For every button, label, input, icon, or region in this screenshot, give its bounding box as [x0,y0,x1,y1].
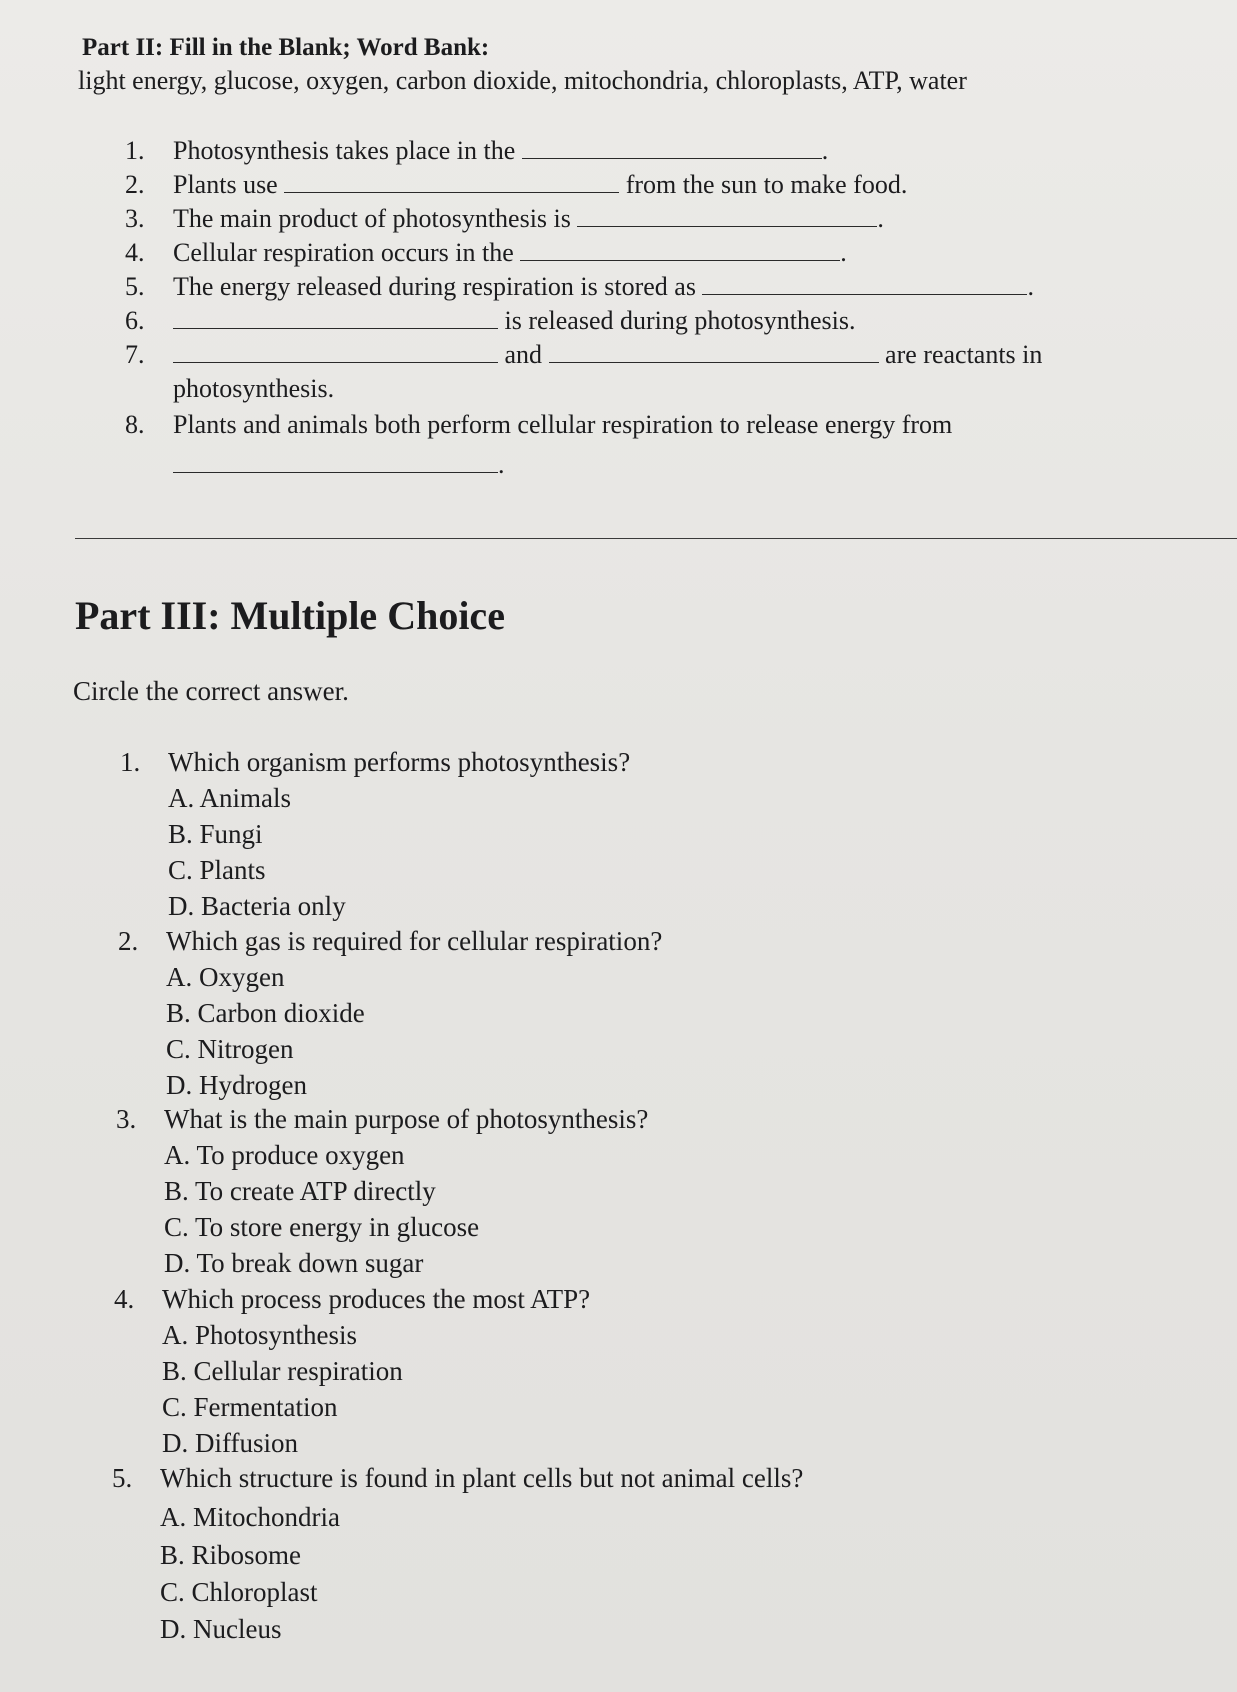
q4-option-a[interactable]: A. Photosynthesis [162,1320,358,1350]
question-1 [120,747,630,778]
fib-text: are reactants in [885,340,1043,369]
q3-option-d[interactable]: D. To break down sugar [164,1248,424,1278]
question-number: 3. [116,1104,137,1134]
part3-title: Part III: Multiple Choice [75,593,505,638]
fib-item-4 [125,238,847,268]
section-divider [75,538,1237,539]
fib-number: 5. [125,272,145,301]
fib-blank[interactable] [549,340,879,363]
fib-blank[interactable] [702,272,1027,295]
q3-option-b[interactable]: B. To create ATP directly [164,1176,436,1206]
fib-item-2 [125,170,907,200]
question-4 [114,1284,590,1315]
q4-option-d[interactable]: D. Diffusion [162,1428,299,1458]
question-number: 4. [114,1284,135,1314]
fib-text: Plants and animals both perform cellular respiration to release energy from [173,410,953,439]
question-3 [116,1104,648,1135]
fib-number: 1. [125,136,145,165]
q2-option-d[interactable]: D. Hydrogen [166,1070,307,1100]
fib-number: 7. [125,340,145,369]
question-5 [112,1463,803,1494]
q1-option-b[interactable]: B. Fungi [168,819,263,849]
q2-option-a[interactable]: A. Oxygen [166,962,285,992]
fib-number: 4. [125,238,145,267]
instruction-text: Circle the correct answer. [73,676,349,706]
fib-item-8-continuation [173,450,505,480]
question-2 [118,926,662,957]
fib-text: is released during photosynthesis. [504,306,856,335]
question-text: Which structure is found in plant cells but not animal cells? [160,1463,804,1493]
q4-option-b[interactable]: B. Cellular respiration [162,1356,403,1386]
fib-number: 3. [125,204,145,233]
q2-option-c[interactable]: C. Nitrogen [166,1034,294,1064]
q2-option-b[interactable]: B. Carbon dioxide [166,998,365,1028]
q1-option-d[interactable]: D. Bacteria only [168,891,346,921]
fib-text: . [821,136,829,165]
part2-title: Part II: Fill in the Blank; Word Bank: [82,34,490,61]
question-number: 5. [112,1463,133,1493]
fib-text: from the sun to make food. [625,170,908,199]
fib-text: and [504,340,543,369]
fib-text: The main product of photosynthesis is [173,204,571,233]
fib-item-7 [125,340,1042,370]
q1-option-c[interactable]: C. Plants [168,855,266,885]
q3-option-a[interactable]: A. To produce oxygen [164,1140,405,1170]
fib-text: . [840,238,847,267]
fib-item-3 [125,204,884,234]
fib-blank[interactable] [522,136,822,159]
fib-number: 2. [125,170,145,199]
question-text: Which gas is required for cellular respiration? [166,926,663,956]
fib-blank[interactable] [173,306,498,329]
q5-option-c[interactable]: C. Chloroplast [160,1577,318,1607]
fib-text: . [498,450,505,479]
fib-item-5 [125,272,1034,302]
fib-blank[interactable] [577,204,877,227]
fib-item-7-continuation: photosynthesis. [173,374,335,403]
fib-text: The energy released during respiration is stored as [173,272,696,301]
q4-option-c[interactable]: C. Fermentation [162,1392,338,1422]
fib-number: 6. [125,306,145,335]
fib-item-1 [125,136,828,166]
q1-option-a[interactable]: A. Animals [168,783,292,813]
question-number: 2. [118,926,139,956]
q5-option-a[interactable]: A. Mitochondria [160,1502,340,1532]
fib-text: Plants use [173,170,278,199]
word-bank: light energy, glucose, oxygen, carbon dioxide, mitochondria, chloroplasts, ATP, water [78,66,967,95]
fib-item-8 [125,410,952,440]
fib-item-6 [125,306,855,336]
fib-blank[interactable] [520,238,840,261]
fib-number: 8. [125,410,145,439]
q5-option-d[interactable]: D. Nucleus [160,1614,282,1644]
q3-option-c[interactable]: C. To store energy in glucose [164,1212,480,1242]
fib-text: Cellular respiration occurs in the [173,238,514,267]
question-text: What is the main purpose of photosynthesis? [164,1104,649,1134]
fib-blank[interactable] [284,170,619,193]
fib-blank[interactable] [173,340,498,363]
fib-text: Photosynthesis takes place in the [173,136,516,165]
question-text: Which organism performs photosynthesis? [168,747,631,777]
fib-blank[interactable] [173,450,498,473]
fib-text: . [1027,272,1034,301]
question-number: 1. [120,747,141,777]
question-text: Which process produces the most ATP? [162,1284,591,1314]
fib-text: . [877,204,884,233]
q5-option-b[interactable]: B. Ribosome [160,1540,302,1570]
